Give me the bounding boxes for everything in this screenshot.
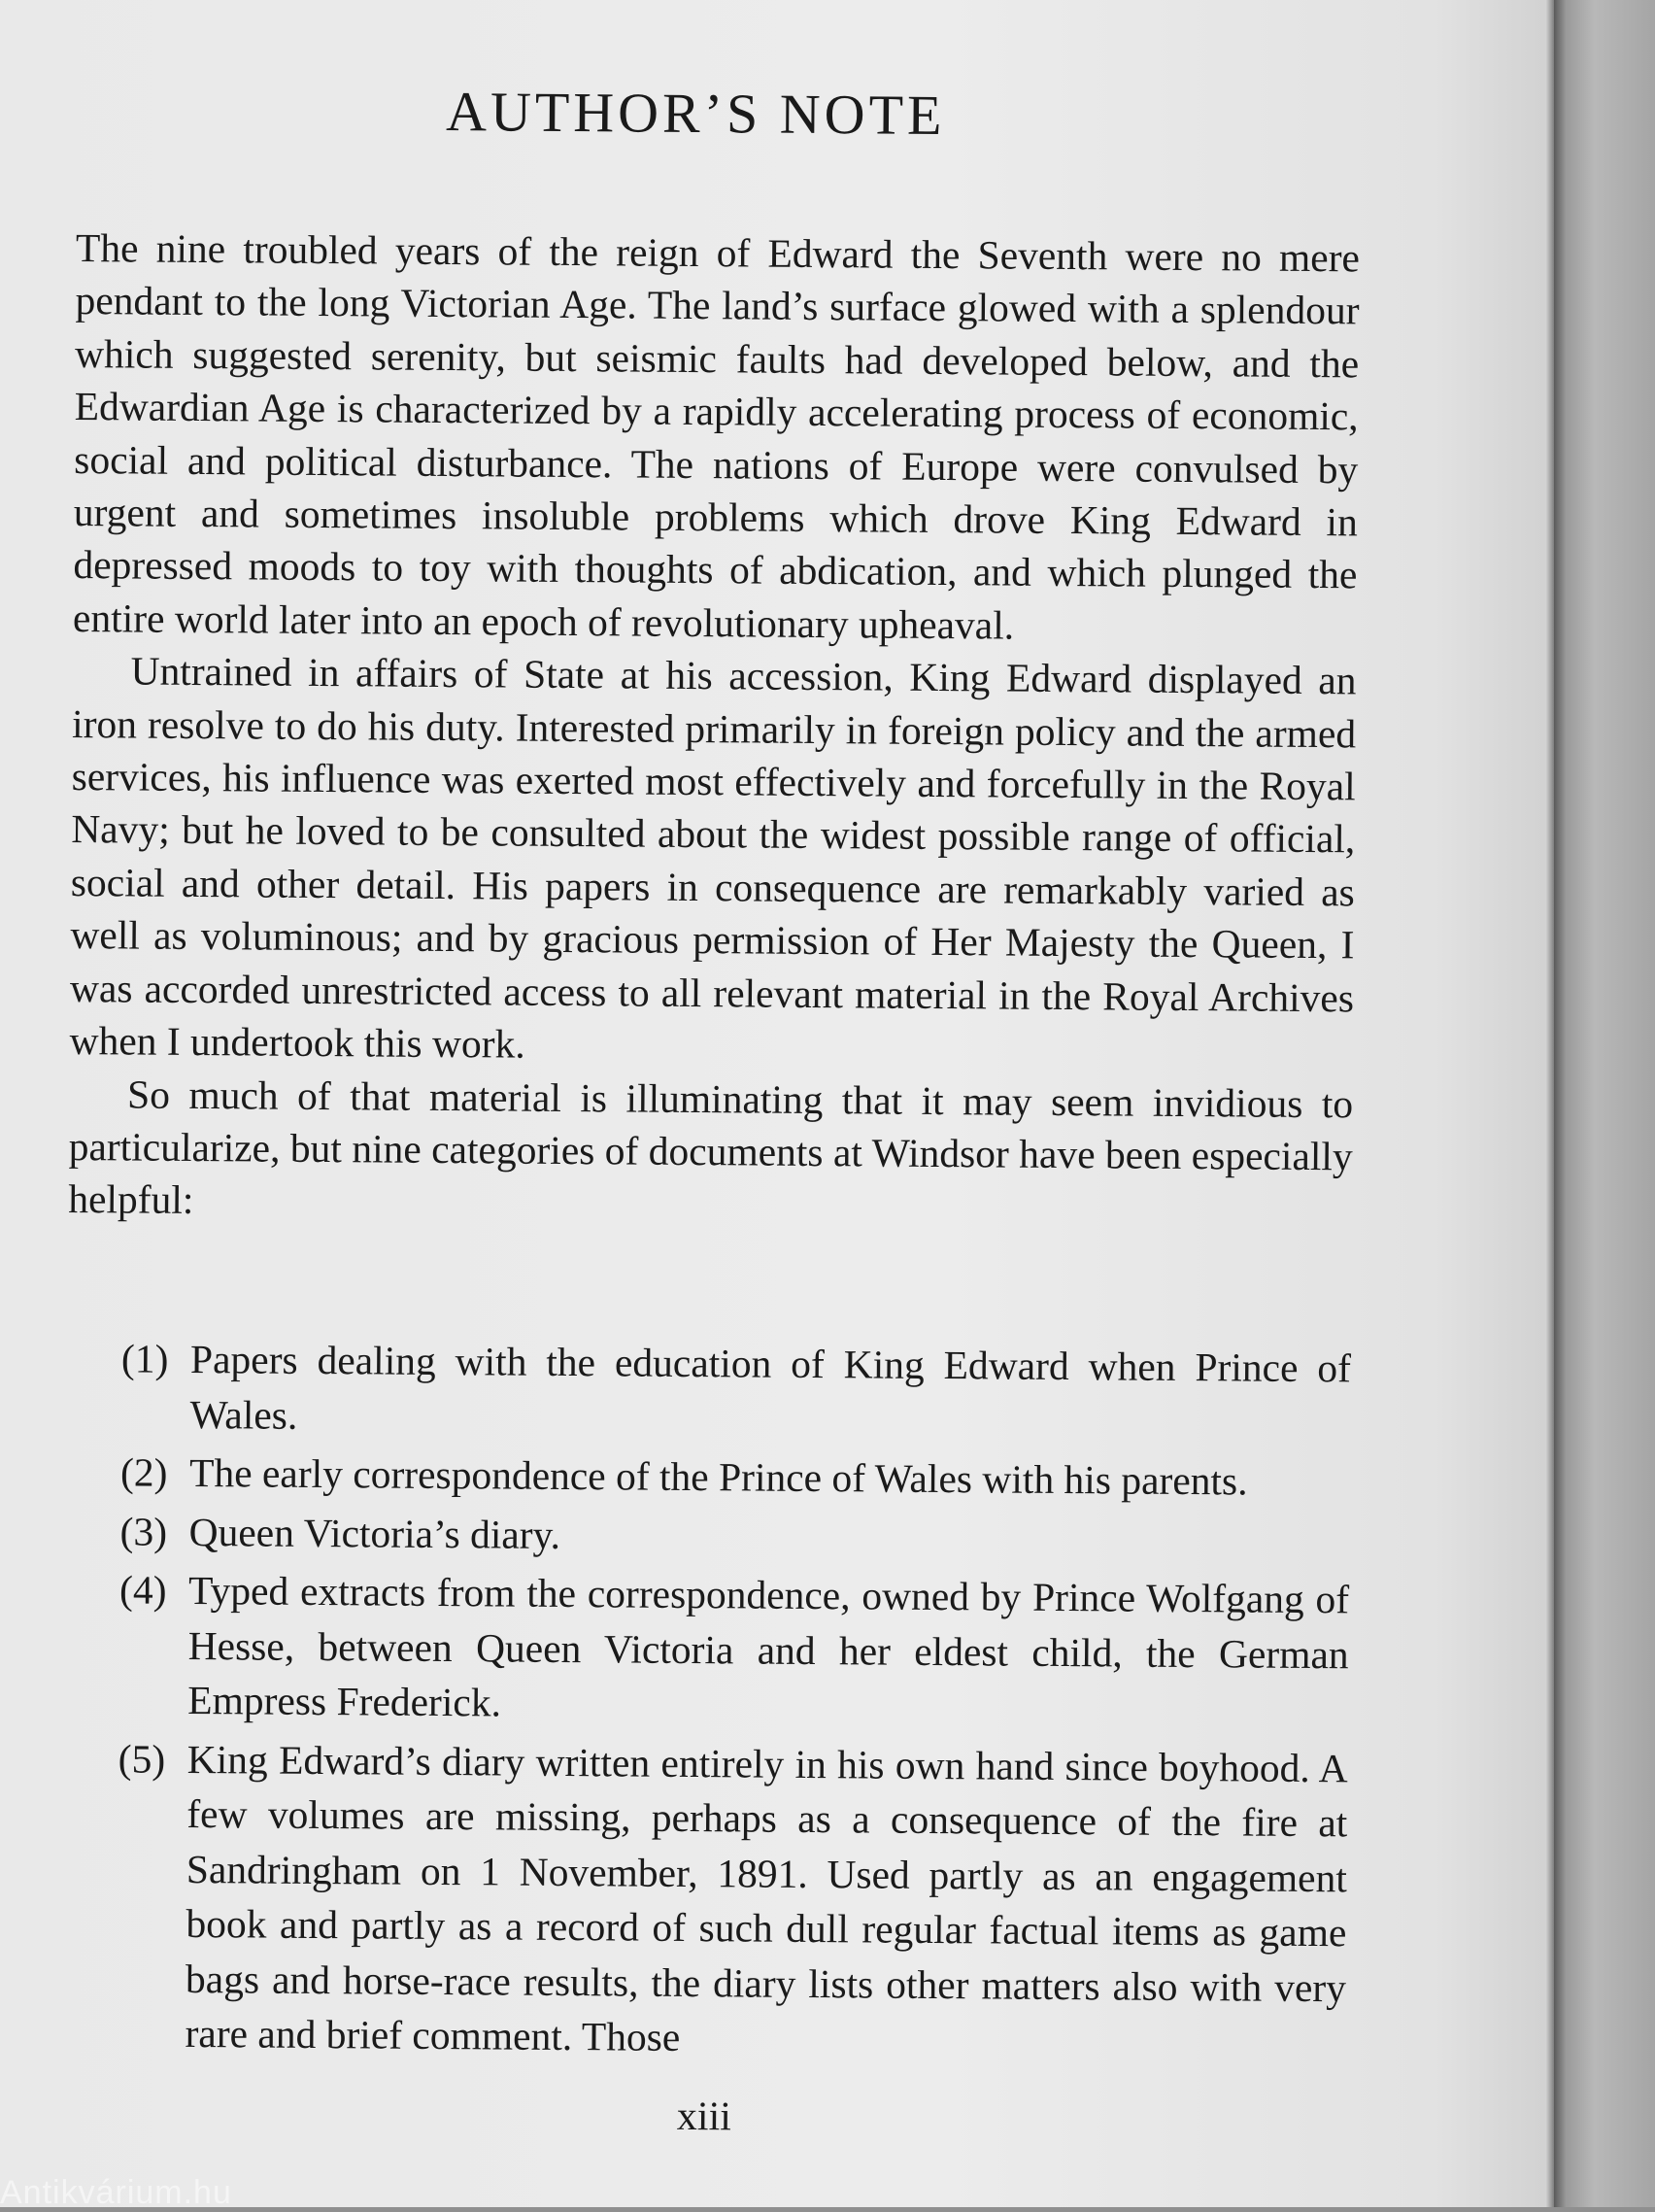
list-item-text: Queen Victoria’s diary.: [188, 1509, 561, 1557]
page-stack-edge: [1554, 0, 1655, 2207]
list-item-marker: (1): [120, 1336, 169, 1381]
list-item: [118, 1562, 1349, 1736]
paragraph-3: So much of that material is illuminating that it may seem invidious to particularize, but nine categories of documents at Windsor have been especially helpful:: [68, 1071, 1354, 1223]
list-item: [120, 1331, 1351, 1450]
page-number: xiii: [676, 2093, 732, 2140]
list-item-text: Typed extracts from the correspondence, owned by Prince Wolfgang of Hesse, between Queen Victoria and her eldest child, the German Empress Frederick.: [187, 1567, 1350, 1725]
list-item: [116, 1731, 1348, 2070]
list-item-text: The early correspondence of the Prince of Wales with his parents.: [188, 1449, 1248, 1504]
list-item: [119, 1504, 1349, 1568]
watermark: Antikvárium.hu: [0, 2174, 232, 2211]
list-item-text: Papers dealing with the education of King Edward when Prince of Wales.: [189, 1336, 1352, 1438]
document-categories-list: [116, 1331, 1351, 2073]
list-item-marker: (5): [118, 1735, 166, 1782]
list-item: [120, 1445, 1350, 1509]
paragraph-2: Untrained in affairs of State at his accession, King Edward displayed an iron resolve to do his duty. Interested primarily in foreign policy and the armed services, his influence was exerted most effectively and forcefully in the Royal Navy; but he loved to be consulted about the widest possible range of official, social and other detail. His papers in consequence are remarkably varied as well as voluminous; and by gracious permission of Her Majesty the Queen, I was accorded unrestricted access to all relevant material in the Royal Archives when I undertook this work.: [69, 648, 1357, 1067]
list-item-marker: (4): [118, 1567, 167, 1613]
list-item-marker: (2): [119, 1449, 168, 1495]
paragraph-1: The nine troubled years of the reign of Edward the Seventh were no mere pendant to the long Victorian Age. The land’s surface glowed with a splendour which suggested serenity, but seismic faults had developed below, and the Edwardian Age is characterized by a rapidly accelerating process of economic, social and political disturbance. The nations of Europe were convulsed by urgent and sometimes insoluble problems which drove King Edward in depressed moods to toy with thoughts of abdication, and which plunged the entire world later into an epoch of revolutionary upheaval.: [72, 224, 1361, 648]
body-text: [68, 221, 1360, 1236]
list-item-marker: (3): [119, 1508, 168, 1554]
page-title: AUTHOR’S NOTE: [445, 79, 946, 148]
list-item-text: King Edward’s diary written entirely in his own hand since boyhood. A few volumes are missing, perhaps as a consequence of the fire at Sandringham on 1 November, 1891. Used partly as an engagement book and partly as a record of such dull regular factual items as game bags and horse-race results, the diary lists other matters also with very rare and brief comment. Those: [185, 1736, 1348, 2059]
